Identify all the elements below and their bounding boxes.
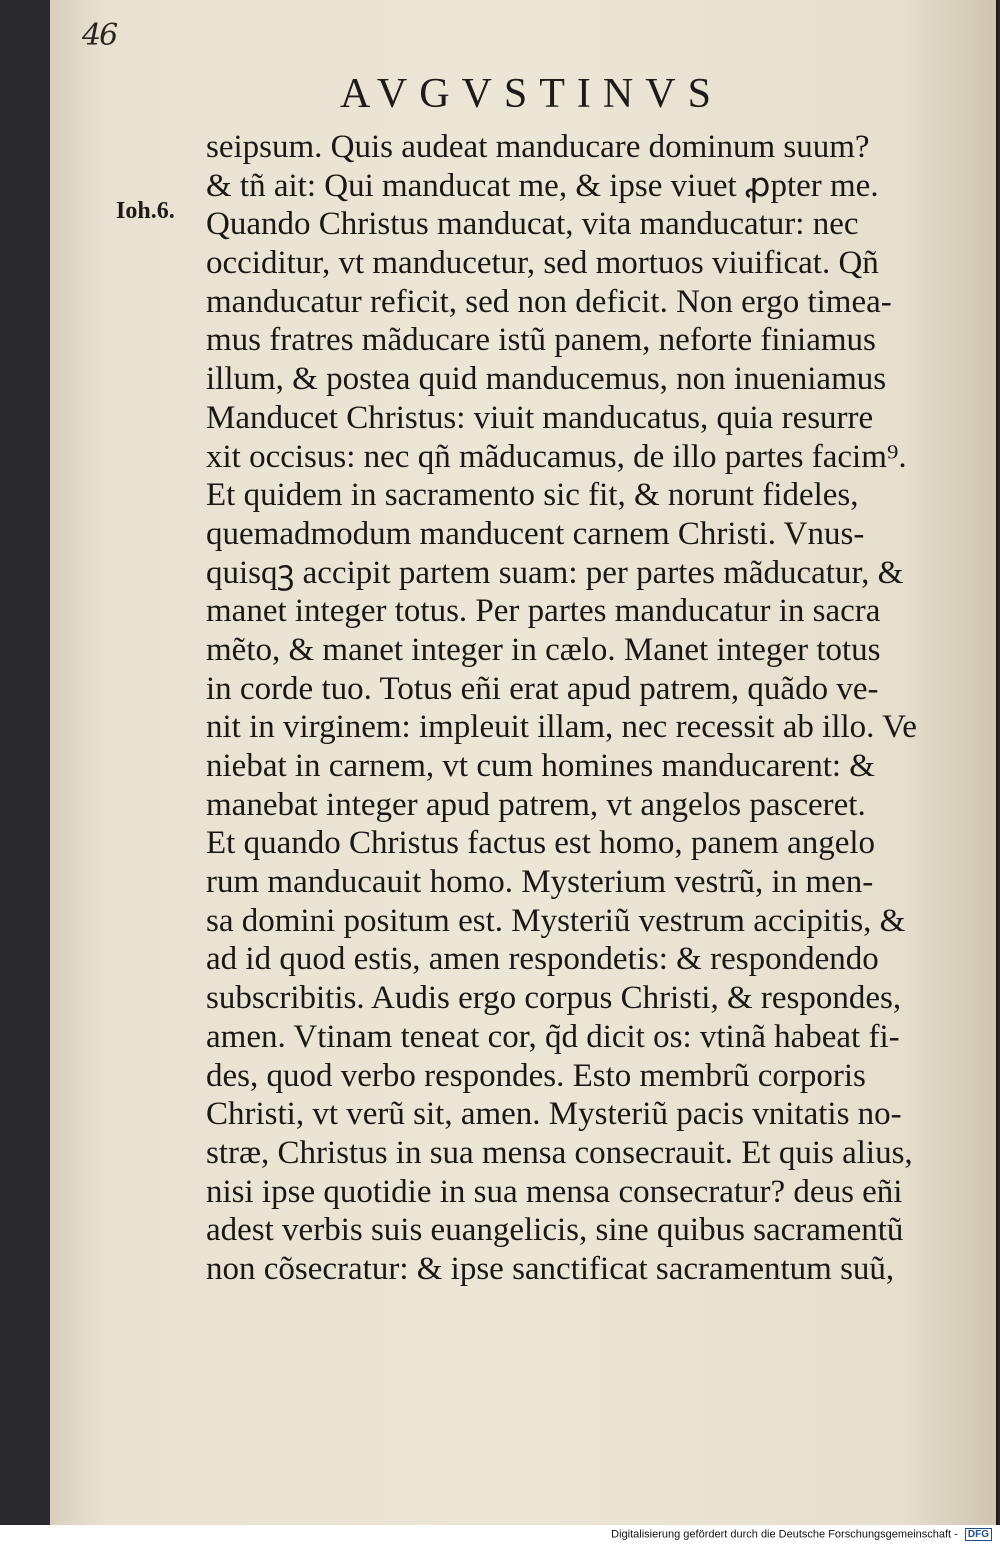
text-line: nit in virginem: impleuit illam, nec recessit ab illo. Ve <box>206 709 917 746</box>
text-line: nisi ipse quotidie in sua mensa consecratur? deus eñi <box>206 1173 903 1210</box>
text-line: niebat in carnem, vt cum homines manducarent: & <box>206 748 875 784</box>
text-line: seipsum. Quis audeat manducare dominum suum? <box>206 129 870 165</box>
text-line: stræ, Christus in sua mensa consecrauit. Et quis alius, <box>206 1134 913 1171</box>
text-line: Manducet Christus: viuit manducatus, quia resurre <box>206 399 874 436</box>
text-line: Et quando Christus factus est homo, panem angelo <box>206 825 876 862</box>
body-text <box>206 128 946 1289</box>
text-line: Christi, vt verũ sit, amen. Mysteriũ pacis vnitatis no- <box>206 1096 902 1133</box>
marginal-note: Ioh.6. <box>116 198 175 224</box>
text-line: in corde tuo. Totus eñi erat apud patrem, quãdo ve- <box>206 670 879 707</box>
text-line: Quando Christus manducat, vita manducatur: nec <box>206 206 859 243</box>
text-line: Et quidem in sacramento sic fit, & norunt fideles, <box>206 477 859 514</box>
text-line: occiditur, vt manducetur, sed mortuos viuificat. Qñ <box>206 245 879 282</box>
manuscript-page-number: 46 <box>82 18 117 53</box>
digitization-credit <box>611 1528 992 1541</box>
text-line: rum manducauit homo. Mysterium vestrũ, in men- <box>206 864 874 901</box>
text-line: ad id quod estis, amen respondetis: & respondendo <box>206 941 879 978</box>
text-line: amen. Vtinam teneat cor, q̃d dicit os: vtinã habeat fi- <box>206 1018 900 1055</box>
text-line: quisqꝫ accipit partem suam: per partes mãducatur, & <box>206 554 904 591</box>
text-line: mẽto, & manet integer in cælo. Manet integer totus <box>206 631 881 668</box>
text-line: & tñ ait: Qui manducat me, & ipse viuet ꝓpter me. <box>206 167 879 204</box>
text-line: subscribitis. Audis ergo corpus Christi, & respondes, <box>206 980 902 1017</box>
text-line: sa domini positum est. Mysteriũ vestrum accipitis, & <box>206 902 906 939</box>
text-line: des, quod verbo respondes. Esto membrũ corporis <box>206 1057 866 1094</box>
text-line: manebat integer apud patrem, vt angelos pasceret. <box>206 786 866 823</box>
text-line: manducatur reficit, sed non deficit. Non ergo timea- <box>206 283 892 320</box>
text-line: adest verbis suis euangelicis, sine quibus sacramentũ <box>206 1212 904 1249</box>
credit-text: Digitalisierung gefördert durch die Deutsche Forschungsgemeinschaft - <box>611 1528 958 1541</box>
text-line: quemadmodum manducent carnem Christi. Vnus- <box>206 515 865 552</box>
text-line: mus fratres mãducare istũ panem, neforte finiamus <box>206 322 876 359</box>
text-line: illum, & postea quid manducemus, non inueniamus <box>206 361 887 398</box>
dfg-logo: DFG <box>965 1528 992 1541</box>
text-line: xit occisus: nec qñ mãducamus, de illo partes facim⁹. <box>206 438 907 475</box>
running-head: AVGVSTINVS <box>340 71 723 117</box>
text-line: non cõsecratur: & ipse sanctificat sacramentum suũ, <box>206 1250 895 1287</box>
text-line: manet integer totus. Per partes manducatur in sacra <box>206 593 881 630</box>
